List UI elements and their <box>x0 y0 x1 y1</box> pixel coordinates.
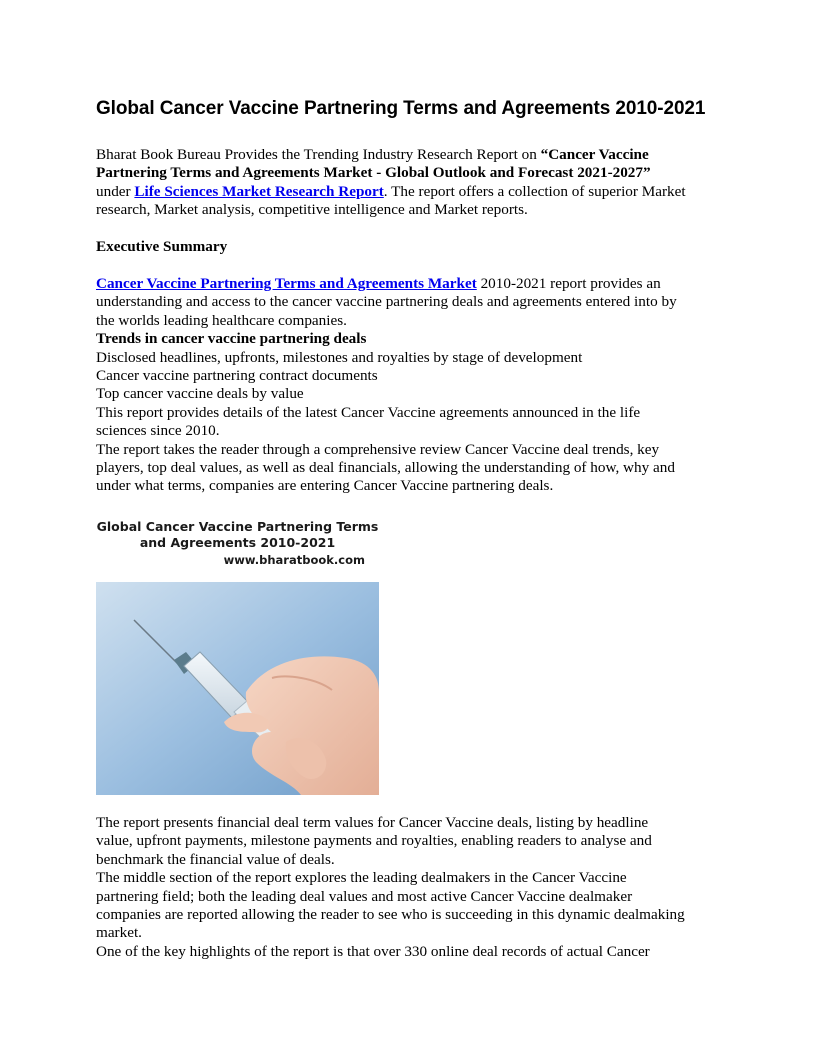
report-cover-image <box>96 514 379 795</box>
cover-header <box>96 514 379 582</box>
market-report-link[interactable]: Cancer Vaccine Partnering Terms and Agreements Market <box>96 275 477 292</box>
intro-line-4: research, Market analysis, competitive intelligence and Market reports. <box>96 201 528 219</box>
cover-title <box>96 519 379 551</box>
paragraph-line: value, upfront payments, milestone payments and royalties, enabling readers to analyse and <box>96 832 652 850</box>
intro-paragraph <box>96 146 736 220</box>
intro-text: . The report offers a collection of superior Market <box>383 182 686 200</box>
paragraph-line: One of the key highlights of the report is that over 330 online deal records of actual Cancer <box>96 942 650 960</box>
report-name-bold: “Cancer Vaccine <box>540 146 649 163</box>
document-title: Global Cancer Vaccine Partnering Terms and Agreements 2010-2021 <box>96 98 706 119</box>
paragraph-line: benchmark the financial value of deals. <box>96 850 335 868</box>
paragraph-line: companies are reported allowing the reader to see who is succeeding in this dynamic dealmaking <box>96 906 685 924</box>
trends-heading-label: Trends in cancer vaccine partnering deals <box>96 330 367 348</box>
summary-text: 2010-2021 report provides an <box>476 275 661 292</box>
life-sciences-link[interactable]: Life Sciences Market Research Report <box>134 182 384 200</box>
intro-line-3 <box>96 183 736 201</box>
trend-item: Cancer vaccine partnering contract documents <box>96 367 378 385</box>
summary-line-3: the worlds leading healthcare companies. <box>96 311 347 329</box>
paragraph-line: under what terms, companies are entering Cancer Vaccine partnering deals. <box>96 477 554 495</box>
executive-summary-heading <box>96 238 736 256</box>
report-name-bold-cont: Partnering Terms and Agreements Market - Global Outlook and Forecast 2021-2027” <box>96 164 651 182</box>
intro-text: Bharat Book Bureau Provides the Trending Industry Research Report on <box>96 146 541 163</box>
paragraph-line: sciences since 2010. <box>96 422 220 440</box>
paragraph-line: partnering field; both the leading deal values and most active Cancer Vaccine dealmaker <box>96 887 633 905</box>
trend-item: Disclosed headlines, upfronts, milestones and royalties by stage of development <box>96 348 583 366</box>
paragraph-line: The middle section of the report explores the leading dealmakers in the Cancer Vaccine <box>96 869 627 887</box>
paragraph-line: players, top deal values, as well as deal financials, allowing the understanding of how, why and <box>96 459 675 477</box>
cover-url: www.bharatbook.com <box>223 553 365 567</box>
paragraph-line: market. <box>96 924 142 942</box>
trend-item: Top cancer vaccine deals by value <box>96 385 304 403</box>
cover-title-line-2: and Agreements 2010-2021 <box>139 535 336 550</box>
summary-block <box>96 275 736 496</box>
summary-line-1 <box>96 275 736 293</box>
paragraph-line: The report takes the reader through a comprehensive review Cancer Vaccine deal trends, key <box>96 440 660 458</box>
executive-summary-label: Executive Summary <box>96 238 228 255</box>
intro-line-1 <box>96 146 736 164</box>
syringe-hand-illustration <box>96 582 379 795</box>
trends-heading <box>96 330 736 348</box>
paragraph-line: The report presents financial deal term values for Cancer Vaccine deals, listing by headline <box>96 814 649 831</box>
summary-line-2: understanding and access to the cancer vaccine partnering deals and agreements entered into by <box>96 293 677 311</box>
cover-title-line-1: Global Cancer Vaccine Partnering Terms <box>96 519 379 534</box>
deal-values-paragraph <box>96 814 736 961</box>
paragraph-line: This report provides details of the latest Cancer Vaccine agreements announced in the life <box>96 403 641 421</box>
intro-text: under <box>96 182 135 200</box>
intro-line-2 <box>96 164 736 182</box>
